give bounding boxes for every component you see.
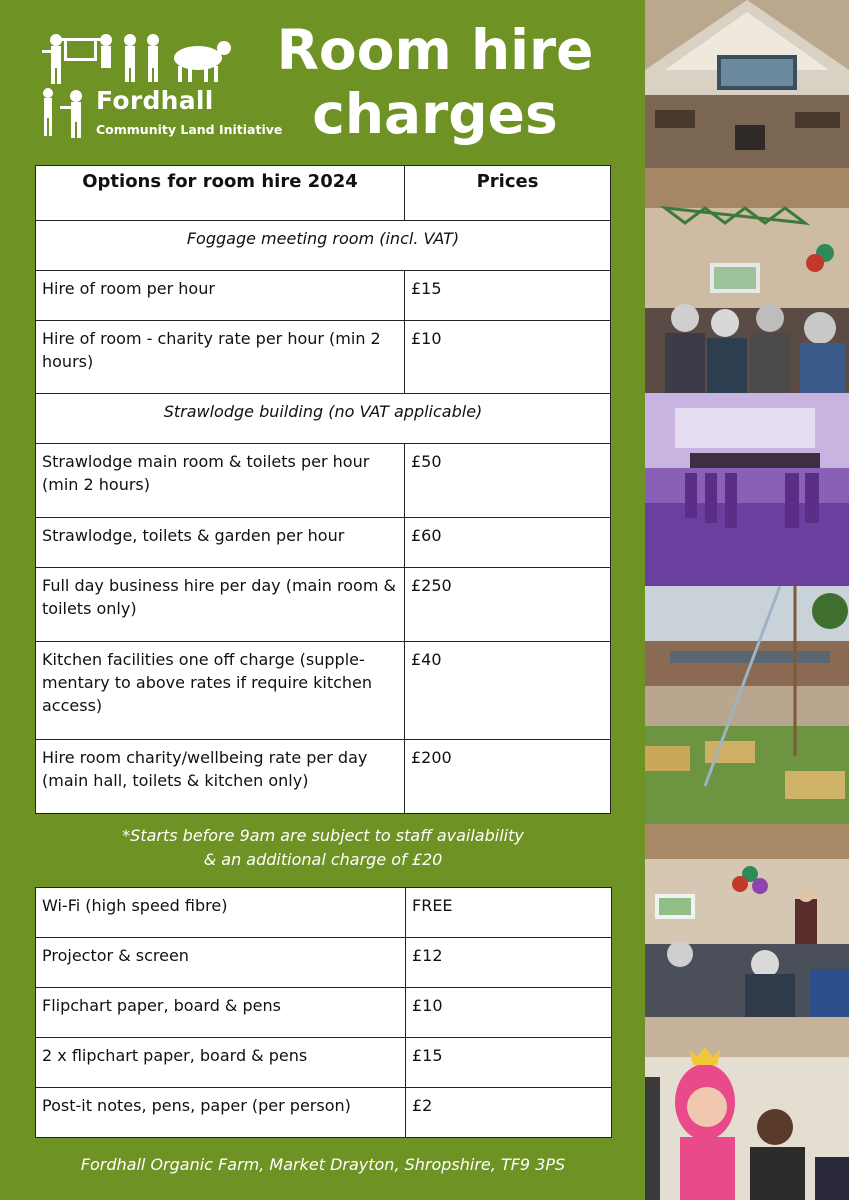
title-line-1: Room hire <box>276 18 594 82</box>
section-foggage: Foggage meeting room (incl. VAT) <box>36 221 611 271</box>
page-title <box>270 18 600 146</box>
price-cell: £15 <box>406 1038 612 1088</box>
price-cell: £40 <box>405 642 611 740</box>
table-row <box>36 271 611 321</box>
option-cell: Full day business hire per day (main room & toilets only) <box>36 568 405 642</box>
table-row <box>36 568 611 642</box>
price-cell: £15 <box>405 271 611 321</box>
header-options: Options for room hire 2024 <box>36 166 405 221</box>
meeting-audience-photo <box>645 168 849 393</box>
room-hire-table <box>35 165 611 814</box>
price-cell: £10 <box>405 321 611 394</box>
price-cell: £250 <box>405 568 611 642</box>
title-line-2: charges <box>312 82 558 146</box>
option-cell: Strawlodge, toilets & garden per hour <box>36 518 405 568</box>
header-prices: Prices <box>405 166 611 221</box>
section-row-strawlodge <box>36 394 611 444</box>
option-cell: Hire of room - charity rate per hour (min 2 hours) <box>36 321 405 394</box>
table-row <box>36 1038 612 1088</box>
logo-name: Fordhall <box>96 86 214 115</box>
table-row <box>36 321 611 394</box>
price-cell: £2 <box>406 1088 612 1138</box>
purple-room-photo <box>645 393 849 586</box>
fordhall-logo <box>38 28 283 143</box>
option-cell: Strawlodge main room & toilets per hour (min 2 hours) <box>36 444 405 518</box>
price-cell: £60 <box>405 518 611 568</box>
option-cell: Kitchen facilities one off charge (supple-mentary to above rates if require kitchen access) <box>36 642 405 740</box>
photo-column <box>645 0 849 1200</box>
price-cell: £10 <box>406 988 612 1038</box>
early-start-note <box>35 824 611 872</box>
extras-table <box>35 887 612 1138</box>
price-cell: £50 <box>405 444 611 518</box>
table-row <box>36 518 611 568</box>
note-line-1: *Starts before 9am are subject to staff availability <box>122 826 524 845</box>
table-row <box>36 888 612 938</box>
item-cell: 2 x flipchart paper, board & pens <box>36 1038 406 1088</box>
price-cell: £12 <box>406 938 612 988</box>
option-cell: Hire room charity/wellbeing rate per day (main hall, toilets & kitchen only) <box>36 740 405 814</box>
section-row-foggage <box>36 221 611 271</box>
table-row <box>36 444 611 518</box>
item-cell: Projector & screen <box>36 938 406 988</box>
price-cell: £200 <box>405 740 611 814</box>
table-row <box>36 740 611 814</box>
item-cell: Wi-Fi (high speed fibre) <box>36 888 406 938</box>
table-row <box>36 1088 612 1138</box>
people-laughing-photo <box>645 1017 849 1200</box>
logo-subtitle: Community Land Initiative <box>96 122 283 137</box>
footer-address: Fordhall Organic Farm, Market Drayton, Shropshire, TF9 3PS <box>80 1155 566 1174</box>
presentation-group-photo <box>645 824 849 1017</box>
section-strawlodge: Strawlodge building (no VAT applicable) <box>36 394 611 444</box>
outdoor-field-photo <box>645 586 849 824</box>
table-row <box>36 642 611 740</box>
barn-interior-photo <box>645 0 849 168</box>
price-cell: FREE <box>406 888 612 938</box>
table-header-row <box>36 166 611 221</box>
item-cell: Flipchart paper, board & pens <box>36 988 406 1038</box>
table-row <box>36 938 612 988</box>
note-line-2: & an additional charge of £20 <box>203 850 443 869</box>
item-cell: Post-it notes, pens, paper (per person) <box>36 1088 406 1138</box>
table-row <box>36 988 612 1038</box>
option-cell: Hire of room per hour <box>36 271 405 321</box>
